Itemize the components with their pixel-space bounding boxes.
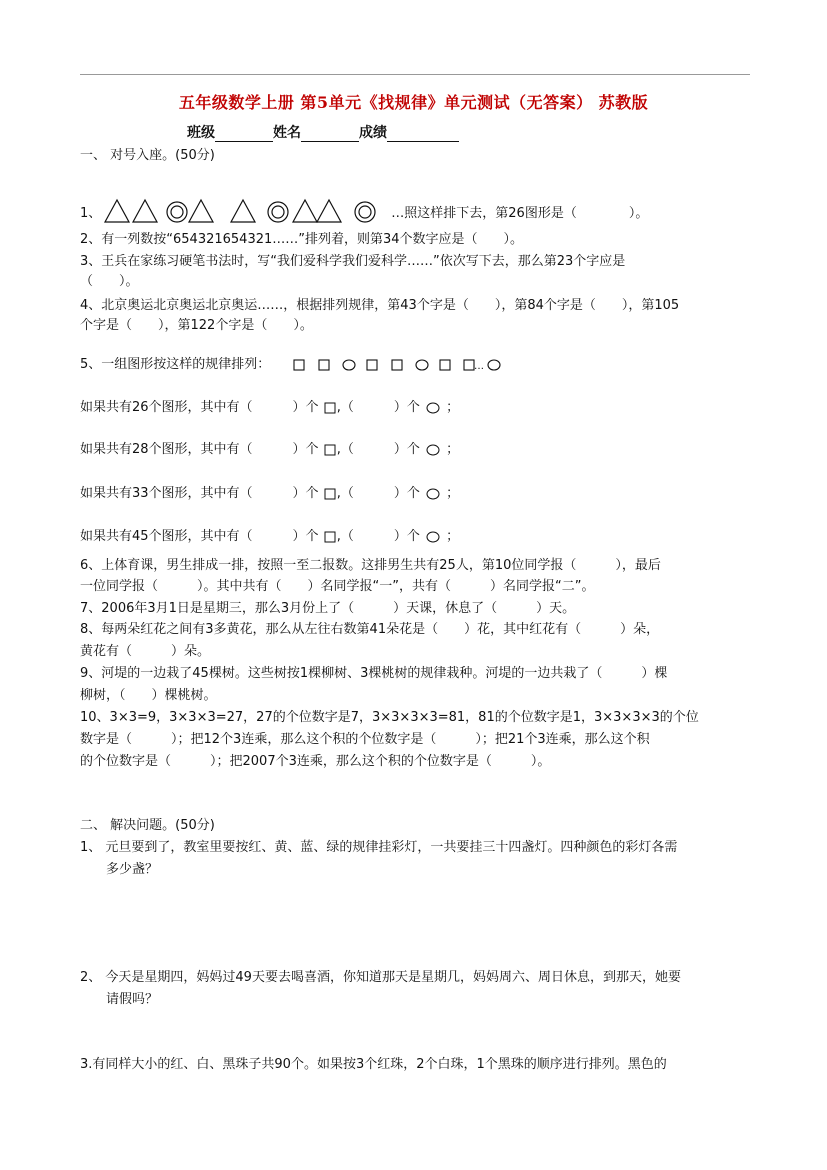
- p1-line2: 多少盏？: [106, 862, 159, 877]
- q1-row: [80, 195, 648, 227]
- circle-icon: [424, 443, 442, 457]
- q4-line1: 4、北京奥运北京奥运北京奥运……，根据排列规律，第43个字是（ ），第84个字是（ ），第105: [80, 298, 680, 313]
- q10-line1: 10、3×3=9，3×3×3=27，27的个位数字是7，3×3×3×3=81，81的个位数字是1，3×3×3×3的个位: [80, 710, 699, 725]
- q8-line1: 8、每两朵红花之间有3多黄花，那么从左往右数第41朵花是（ ）花，其中红花有（ ）朵，: [80, 622, 660, 637]
- class-label: 班级: [187, 125, 215, 141]
- class-field[interactable]: [215, 127, 273, 142]
- square-icon: [323, 530, 337, 544]
- q1-suffix: …照这样排下去，第26图形是（ ）。: [391, 205, 649, 221]
- triangle-shape: [105, 200, 129, 222]
- triangle-shape: [293, 200, 317, 222]
- section2-heading: 二、 解决问题。(50分): [80, 818, 215, 833]
- q1-shape-sequence: [101, 196, 401, 226]
- svg-text:…: …: [474, 360, 485, 372]
- q9-line1: 9、河堤的一边栽了45棵树。这些树按1棵柳树、3棵桃树的规律栽种。河堤的一边共栽了（ ）棵: [80, 666, 668, 681]
- q7: 7、2006年3月1日是星期三，那么3月份上了（ ）天课，休息了（ ）天。: [80, 601, 576, 616]
- q5-row-3: 如果共有33个图形，其中有（ ）个 ,（ ）个 ；: [80, 486, 460, 501]
- square-icon: [323, 401, 337, 415]
- header-rule: [80, 74, 750, 75]
- circle-shape: [343, 360, 355, 370]
- name-label: 姓名: [273, 125, 301, 141]
- score-field[interactable]: [387, 127, 459, 142]
- triangle-shape: [231, 200, 255, 222]
- q6-line1: 6、上体育课，男生排成一排，按照一至二报数。这排男生共有25人，第10位同学报（ ），最后: [80, 558, 661, 573]
- q10-line3: 的个位数字是（ ）；把2007个3连乘，那么这个积的个位数字是（ ）。: [80, 754, 551, 769]
- square-shape: [392, 360, 402, 370]
- q10-line2: 数字是（ ）；把12个3连乘，那么这个积的个位数字是（ ）；把21个3连乘，那么这个积: [80, 732, 650, 747]
- q6-line2: 一位同学报（ ）。其中共有（ ）名同学报“一”，共有（ ）名同学报“二”。: [80, 579, 595, 594]
- q2: 2、有一列数按“654321654321……”排列着，则第34个数字应是（ ）。: [80, 232, 524, 247]
- triangle-shape: [189, 200, 213, 222]
- q5-prefix: 5、一组图形按这样的规律排列：: [80, 357, 271, 372]
- triangle-shape: [317, 200, 341, 222]
- double-circle-shape: [355, 202, 375, 222]
- square-icon: [323, 487, 337, 501]
- circle-icon: [424, 487, 442, 501]
- square-shape: [367, 360, 377, 370]
- q1-prefix: 1、: [80, 205, 102, 221]
- p2-line2: 请假吗？: [106, 992, 159, 1007]
- q5: [80, 355, 512, 375]
- page-title: 五年级数学上册 第5单元《找规律》单元测试（无答案） 苏教版: [178, 93, 649, 112]
- circle-shape: [488, 360, 500, 370]
- square-shape: [464, 360, 474, 370]
- section1-heading: 一、 对号入座。(50分): [80, 148, 215, 163]
- circle-shape: [416, 360, 428, 370]
- square-shape: [294, 360, 304, 370]
- p2-line1: 2、 今天是星期四，妈妈过49天要去喝喜酒，你知道那天是星期几，妈妈周六、周日休息，到那天，她要: [80, 970, 681, 985]
- p3-line1: 3.有同样大小的红、白、黑珠子共90个。如果按3个红珠，2个白珠，1个黑珠的顺序进行排列。黑色的: [80, 1057, 667, 1072]
- q9-line2: 柳树，（ ）棵桃树。: [80, 688, 217, 703]
- q4-line2: 个字是（ ），第122个字是（ ）。: [80, 318, 313, 333]
- circle-icon: [424, 530, 442, 544]
- triangle-shape: [133, 200, 157, 222]
- double-circle-shape: [268, 202, 288, 222]
- square-icon: [323, 443, 337, 457]
- circle-icon: [424, 401, 442, 415]
- p1-line1: 1、 元旦要到了，教室里要按红、黄、蓝、绿的规律挂彩灯，一共要挂三十四盏灯。四种颜色的彩灯各需: [80, 840, 678, 855]
- square-shape: [440, 360, 450, 370]
- q5-row-2: 如果共有28个图形，其中有（ ）个 ,（ ）个 ；: [80, 442, 460, 457]
- double-circle-shape: [167, 202, 187, 222]
- q5-row-4: 如果共有45个图形，其中有（ ）个 ,（ ）个 ；: [80, 529, 460, 544]
- q3-line2: （ ）。: [80, 274, 139, 289]
- q5-row-1: 如果共有26个图形，其中有（ ）个 ,（ ）个 ；: [80, 400, 460, 415]
- q5-shape-sequence: [292, 357, 512, 373]
- name-field[interactable]: [301, 127, 359, 142]
- q3-line1: 3、王兵在家练习硬笔书法时，写“我们爱科学我们爱科学……”依次写下去，那么第23个字应是: [80, 254, 626, 269]
- student-info: [187, 122, 459, 142]
- square-shape: [319, 360, 329, 370]
- score-label: 成绩: [359, 125, 387, 141]
- q8-line2: 黄花有（ ）朵。: [80, 644, 211, 659]
